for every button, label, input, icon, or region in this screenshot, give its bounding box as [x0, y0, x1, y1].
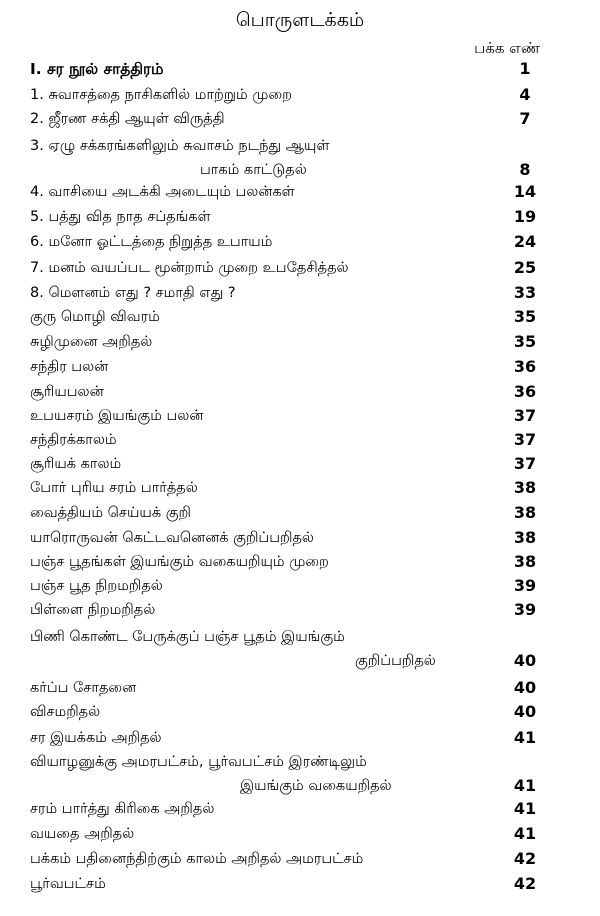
- toc-entry-title-continuation: இயங்கும் வகையறிதல்: [240, 778, 392, 794]
- toc-entry-title: போர் புரிய சரம் பார்த்தல்: [30, 480, 198, 496]
- toc-entry: [30, 380, 560, 404]
- toc-entry-page-number: 41: [513, 799, 537, 818]
- toc-entry: [30, 452, 560, 476]
- toc-entry: [30, 797, 560, 821]
- toc-entry-page-number: 40: [513, 651, 537, 670]
- toc-entry-title: சரம் பார்த்து கிரிகை அறிதல்: [30, 801, 215, 817]
- toc-entry-page-number: 41: [513, 824, 537, 843]
- toc-entry-page-number: 38: [513, 528, 537, 547]
- toc-entry: [30, 625, 560, 670]
- toc-entry: [30, 847, 560, 871]
- toc-entry-page-number: 24: [513, 232, 537, 251]
- toc-entry-title: யாரொருவன் கெட்டவனெனக் குறிப்பறிதல்: [30, 530, 314, 546]
- toc-entry-page-number: 39: [513, 576, 537, 595]
- toc-entry-page-number: 8: [519, 160, 531, 179]
- toc-entry: [30, 574, 560, 598]
- toc-entry-title: 3. ஏழு சக்கரங்களிலும் சுவாசம் நடந்து ஆயுள்: [30, 138, 330, 154]
- toc-entry-title: வயதை அறிதல்: [30, 826, 135, 842]
- toc-entry-title: சுழிமுனை அறிதல்: [30, 334, 153, 350]
- toc-entry: [30, 700, 560, 724]
- toc-entry-page-number: 37: [513, 406, 537, 425]
- toc-entry: [30, 134, 560, 179]
- toc-entry-title: 6. மனோ ஓட்டத்தை நிறுத்த உபாயம்: [30, 234, 273, 250]
- toc-entry: [30, 676, 560, 700]
- page-number-column-header: பக்க எண்: [474, 39, 540, 57]
- toc-entry-page-number: 35: [513, 307, 537, 326]
- toc-entry-title: சந்திரக்காலம்: [30, 432, 117, 448]
- toc-entry-page-number: 35: [513, 332, 537, 351]
- toc-entry-page-number: 40: [513, 702, 537, 721]
- toc-entry: [30, 330, 560, 354]
- toc-entry: [30, 230, 560, 254]
- toc-entry-page-number: 1: [519, 59, 531, 78]
- toc-entry: [30, 107, 560, 131]
- toc-entry-page-number: 37: [513, 430, 537, 449]
- toc-entry-page-number: 38: [513, 503, 537, 522]
- toc-entry: [30, 501, 560, 525]
- toc-entry-title-continuation: பாகம் காட்டுதல்: [200, 162, 307, 178]
- toc-entry: [30, 550, 560, 574]
- toc-entry: [30, 305, 560, 329]
- toc-entry-title: கர்ப்ப சோதனை: [30, 680, 137, 696]
- toc-entry-page-number: 37: [513, 454, 537, 473]
- page-title: பொருளடக்கம்: [235, 9, 365, 31]
- toc-entry-page-number: 4: [519, 85, 531, 104]
- toc-entry-title: குரு மொழி விவரம்: [30, 309, 160, 325]
- toc-entry: [30, 476, 560, 500]
- toc-entry-page-number: 14: [513, 182, 537, 201]
- toc-entry-page-number: 40: [513, 678, 537, 697]
- toc-entry-page-number: 7: [519, 109, 531, 128]
- toc-entry: [30, 57, 560, 81]
- toc-entry-title: சந்திர பலன்: [30, 359, 109, 375]
- toc-entry-title: வைத்தியம் செய்யக் குறி: [30, 505, 191, 521]
- toc-entry-title: I. சர நூல் சாத்திரம்: [30, 60, 164, 78]
- toc-entry-title: பூர்வபட்சம்: [30, 876, 106, 892]
- toc-entry: [30, 281, 560, 305]
- toc-entry-title: பிணி கொண்ட பேருக்குப் பஞ்ச பூதம் இயங்கும்: [30, 629, 345, 645]
- toc-entry-title: 4. வாசியை அடக்கி அடையும் பலன்கள்: [30, 184, 295, 200]
- toc-entry-page-number: 39: [513, 600, 537, 619]
- toc-entry: [30, 726, 560, 750]
- toc-entry: [30, 355, 560, 379]
- toc-entry: [30, 526, 560, 550]
- toc-entry: [30, 180, 560, 204]
- toc-entry-page-number: 41: [513, 728, 537, 747]
- toc-entry-page-number: 33: [513, 283, 537, 302]
- toc-entry: [30, 428, 560, 452]
- toc-entry-title: பிள்ளை நிறமறிதல்: [30, 602, 156, 618]
- toc-entry-title: பஞ்ச பூதங்கள் இயங்கும் வகையறியும் முறை: [30, 554, 329, 570]
- toc-entry-title: 8. மௌனம் எது ? சமாதி எது ?: [30, 285, 236, 301]
- toc-entry-page-number: 42: [513, 874, 537, 893]
- toc-entry-title: சர இயக்கம் அறிதல்: [30, 730, 162, 746]
- toc-entry-title: உபயசரம் இயங்கும் பலன்: [30, 408, 204, 424]
- toc-entry-title: 7. மனம் வயப்பட மூன்றாம் முறை உபதேசித்தல்: [30, 260, 349, 276]
- toc-entry-title: சூரியக் காலம்: [30, 456, 122, 472]
- toc-entry-page-number: 41: [513, 776, 537, 795]
- toc-entry-title: பஞ்ச பூத நிறமறிதல்: [30, 578, 163, 594]
- toc-entry-title: 1. சுவாசத்தை நாசிகளில் மாற்றும் முறை: [30, 87, 292, 103]
- toc-entry-title: விசமறிதல்: [30, 704, 101, 720]
- toc-entry-page-number: 38: [513, 552, 537, 571]
- toc-entry-page-number: 38: [513, 478, 537, 497]
- toc-entry-page-number: 19: [513, 207, 537, 226]
- toc-entry: [30, 872, 560, 896]
- toc-entry-title: சூரியபலன்: [30, 384, 104, 400]
- toc-entry-title: 2. ஜீரண சக்தி ஆயுள் விருத்தி: [30, 111, 225, 127]
- toc-entry: [30, 256, 560, 280]
- toc-entry-page-number: 36: [513, 382, 537, 401]
- toc-entry-page-number: 36: [513, 357, 537, 376]
- toc-entry: [30, 205, 560, 229]
- toc-entry-title-continuation: குறிப்பறிதல்: [355, 653, 436, 669]
- toc-entry: [30, 822, 560, 846]
- toc-entry-title: வியாழனுக்கு அமரபட்சம், பூர்வபட்சம் இரண்டிலும்: [30, 754, 367, 770]
- toc-entry-title: பக்கம் பதினைந்திற்கும் காலம் அறிதல் அமரபட்சம்: [30, 851, 364, 867]
- toc-entry-title: 5. பத்து வித நாத சப்தங்கள்: [30, 209, 211, 225]
- toc-entry-page-number: 42: [513, 849, 537, 868]
- toc-entry: [30, 598, 560, 622]
- toc-entry-page-number: 25: [513, 258, 537, 277]
- toc-entry: [30, 83, 560, 107]
- toc-entry: [30, 750, 560, 795]
- toc-entry: [30, 404, 560, 428]
